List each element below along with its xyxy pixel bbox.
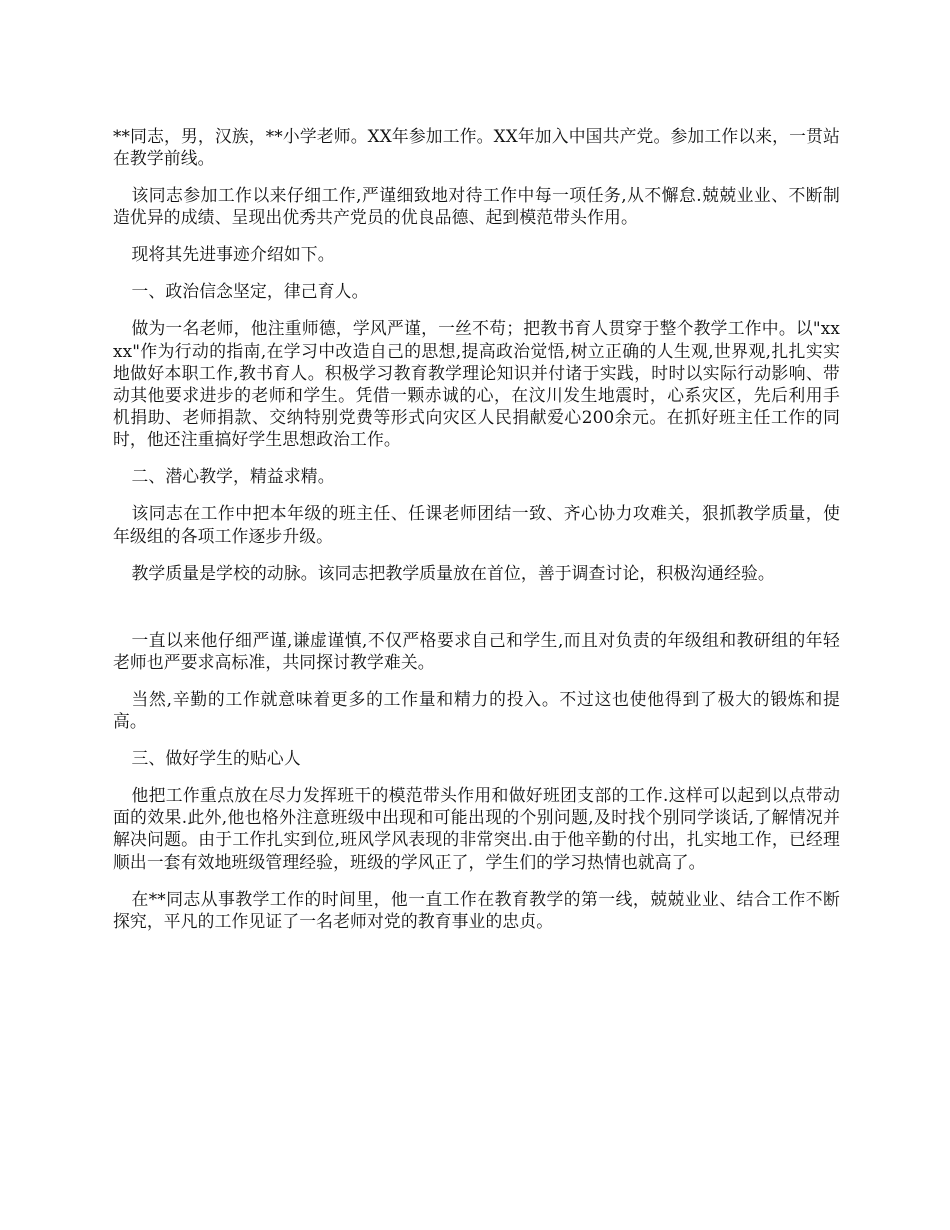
paragraph-transition: 现将其先进事迹介绍如下。: [131, 244, 335, 265]
paragraph-summary: 该同志参加工作以来仔细工作,严谨细致地对待工作中每一项任务,从不懈怠.兢兢业业、不断制造优异的成绩、呈现出优秀共产党员的优良品德、起到模范带头作用。: [113, 185, 840, 228]
paragraph-section-2d: 当然,辛勤的工作就意味着更多的工作量和精力的投入。不过这也使他得到了极大的锻炼和提高。: [113, 688, 840, 732]
paragraph-section-3: 他把工作重点放在尽力发挥班干的模范带头作用和做好班团支部的工作.这样可以起到以点带动面的效果.此外,他也格外注意班级中出现和可能出现的个别问题,及时找个别同学谈话,了解情况并解决问题。由于工作扎实到位,班风学风表现的非常突出.由于他辛勤的付出，扎实地工作，已经理顺出一套有效地班级管理经验，班级的学风正了，学生们的学习热情也就高了。: [113, 785, 840, 872]
paragraph-gap: [113, 599, 840, 629]
paragraph-section-1: 做为一名老师，他注重师德，学风严谨，一丝不苟；把教书育人贯穿于整个教学工作中。以"xxxx"作为行动的指南,在学习中改造自己的思想,提高政治觉悟,树立正确的人生观,世界观,扎扎实实地做好本职工作,教书育人。积极学习教育教学理论知识并付诸于实践，时时以实际行动影响、带动其他要求进步的老师和学生。凭借一颗赤诚的心，在汶川发生地震时，心系灾区，先后利用手机捐助、老师捐款、交纳特别党费等形式向灾区人民捐献爱心200余元。在抓好班主任工作的同时，他还注重搞好学生思想政治工作。: [113, 318, 840, 450]
paragraph-section-2a: 该同志在工作中把本年级的班主任、任课老师团结一致、齐心协力攻难关，狠抓教学质量，使年级组的各项工作逐步升级。: [113, 503, 840, 546]
paragraph-intro: **同志，男，汉族，**小学老师。XX年参加工作。XX年加入中国共产党。参加工作以来，一贯站在教学前线。: [113, 126, 840, 169]
document-body: [113, 125, 840, 947]
section-heading-3: 三、做好学生的贴心人: [131, 748, 301, 769]
section-heading-2: 二、潜心教学，精益求精。: [131, 466, 335, 487]
paragraph-conclusion: 在**同志从事教学工作的时间里，他一直工作在教育教学的第一线，兢兢业业、结合工作不断探究，平凡的工作见证了一名老师对党的教育事业的忠贞。: [113, 888, 840, 931]
paragraph-section-2b: 教学质量是学校的动脉。该同志把教学质量放在首位，善于调查讨论，积极沟通经验。: [131, 562, 775, 583]
paragraph-section-2c: 一直以来他仔细严谨,谦虚谨慎,不仅严格要求自己和学生,而且对负责的年级组和教研组的年轻老师也严要求高标准，共同探讨教学难关。: [113, 629, 840, 672]
section-heading-1: 一、政治信念坚定，律己育人。: [131, 281, 369, 302]
